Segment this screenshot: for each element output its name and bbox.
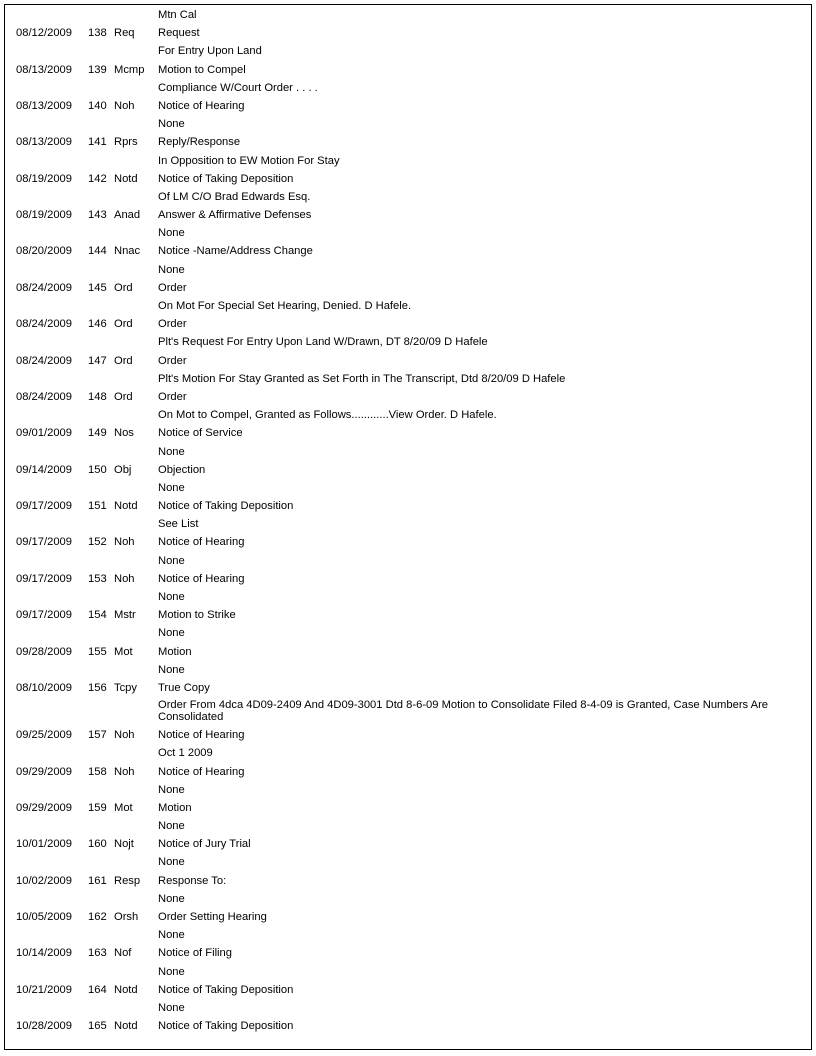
entry-description: None [158,1001,185,1014]
entry-number: 158 [88,765,107,778]
docket-entry [16,726,796,744]
entry-description: Plt's Request For Entry Upon Land W/Drawn, DT 8/20/09 D Hafele [158,336,488,349]
entry-number: 163 [88,947,107,960]
entry-description: None [158,627,185,640]
docket-entry [16,170,796,188]
entry-number: 142 [88,172,107,185]
entry-number: 144 [88,245,107,258]
entry-code: Ord [114,390,133,403]
entry-date: 09/28/2009 [16,645,72,658]
docket-entry [16,388,796,406]
entry-title: Notice of Hearing [158,729,245,742]
entry-title: Objection [158,463,206,476]
entry-title: Notice of Hearing [158,572,245,585]
entry-code: Notd [114,500,138,513]
entry-title: Notice of Taking Deposition [158,500,294,513]
docket-entry [16,799,796,817]
entry-title: Notice of Hearing [158,99,245,112]
entry-description: None [158,663,185,676]
entry-date: 08/13/2009 [16,99,72,112]
docket-list [16,6,796,1035]
entry-number: 152 [88,536,107,549]
entry-title: Order [158,354,187,367]
entry-date: 10/01/2009 [16,838,72,851]
docket-entry [16,835,796,853]
entry-title: Notice of Hearing [158,536,245,549]
entry-date: 08/24/2009 [16,390,72,403]
entry-description: None [158,892,185,905]
entry-date: 09/01/2009 [16,427,72,440]
entry-number: 154 [88,609,107,622]
entry-date: 08/13/2009 [16,63,72,76]
entry-description: None [158,118,185,131]
entry-number: 155 [88,645,107,658]
docket-entry [16,206,796,224]
entry-title: Order [158,281,187,294]
entry-title: Motion [158,801,192,814]
entry-code: Resp [114,874,141,887]
docket-entry [16,133,796,151]
docket-entries [16,24,796,1035]
entry-title: Motion [158,645,192,658]
entry-date: 09/14/2009 [16,463,72,476]
entry-title: Notice of Hearing [158,765,245,778]
entry-date: 09/29/2009 [16,765,72,778]
docket-entry [16,643,796,661]
entry-description: On Mot to Compel, Granted as Follows............View Order. D Hafele. [158,409,497,422]
entry-description: None [158,820,185,833]
docket-entry [16,497,796,515]
entry-description: Oct 1 2009 [158,747,213,760]
entry-code: Noh [114,99,135,112]
entry-title: Motion to Compel [158,63,246,76]
entry-code: Notd [114,1020,138,1033]
docket-entry [16,872,796,890]
entry-title: Notice -Name/Address Change [158,245,313,258]
entry-number: 149 [88,427,107,440]
docket-entry [16,61,796,79]
entry-code: Mcmp [114,63,145,76]
entry-date: 10/02/2009 [16,874,72,887]
entry-code: Rprs [114,136,138,149]
entry-code: Ord [114,318,133,331]
entry-date: 08/24/2009 [16,281,72,294]
docket-entry [16,24,796,42]
entry-title: Response To: [158,874,227,887]
entry-date: 08/10/2009 [16,681,72,694]
lead-line: Mtn Cal [158,9,197,21]
entry-title: Answer & Affirmative Defenses [158,209,312,222]
entry-description: Plt's Motion For Stay Granted as Set Forth in The Transcript, Dtd 8/20/09 D Hafele [158,372,566,385]
entry-date: 08/19/2009 [16,209,72,222]
entry-title: Order [158,390,187,403]
entry-description: None [158,445,185,458]
entry-number: 141 [88,136,107,149]
entry-number: 160 [88,838,107,851]
entry-code: Notd [114,983,138,996]
docket-entry [16,242,796,260]
docket-entry [16,97,796,115]
entry-number: 138 [88,27,107,40]
entry-code: Anad [114,209,141,222]
entry-date: 09/29/2009 [16,801,72,814]
entry-title: Notice of Service [158,427,243,440]
entry-date: 09/17/2009 [16,609,72,622]
docket-entry [16,424,796,442]
entry-code: Noh [114,572,135,585]
entry-number: 145 [88,281,107,294]
entry-code: Req [114,27,135,40]
entry-description: None [158,227,185,240]
entry-description: None [158,481,185,494]
entry-code: Mstr [114,609,136,622]
entry-code: Nnac [114,245,141,258]
entry-date: 10/28/2009 [16,1020,72,1033]
entry-code: Mot [114,645,133,658]
entry-description: See List [158,518,199,531]
entry-number: 161 [88,874,107,887]
entry-code: Obj [114,463,132,476]
docket-entry [16,679,796,697]
entry-code: Noh [114,765,135,778]
entry-description: None [158,929,185,942]
entry-number: 153 [88,572,107,585]
entry-description: Compliance W/Court Order . . . . [158,81,318,94]
entry-number: 157 [88,729,107,742]
entry-date: 09/17/2009 [16,500,72,513]
docket-entry [16,606,796,624]
entry-description: In Opposition to EW Motion For Stay [158,154,340,167]
entry-number: 156 [88,681,107,694]
entry-number: 148 [88,390,107,403]
entry-date: 10/05/2009 [16,911,72,923]
docket-entry [16,763,796,781]
entry-title: Notice of Filing [158,947,232,960]
entry-date: 08/19/2009 [16,172,72,185]
docket-entry [16,1017,796,1035]
docket-entry [16,352,796,370]
entry-title: Motion to Strike [158,609,236,622]
entry-title: Notice of Jury Trial [158,838,251,851]
docket-entry [16,981,796,999]
entry-number: 139 [88,63,107,76]
entry-number: 146 [88,318,107,331]
entry-code: Ord [114,354,133,367]
entry-date: 08/13/2009 [16,136,72,149]
entry-date: 08/12/2009 [16,27,72,40]
entry-code: Nos [114,427,134,440]
entry-description: None [158,965,185,978]
entry-date: 09/17/2009 [16,536,72,549]
entry-code: Tcpy [114,681,138,694]
docket-entry [16,279,796,297]
entry-title: True Copy [158,681,210,694]
entry-description: None [158,554,185,567]
entry-number: 159 [88,801,107,814]
entry-code: Nof [114,947,132,960]
entry-date: 08/20/2009 [16,245,72,258]
entry-title: Notice of Taking Deposition [158,983,294,996]
entry-description: None [158,263,185,276]
docket-entry [16,461,796,479]
entry-date: 08/24/2009 [16,318,72,331]
entry-number: 147 [88,354,107,367]
entry-date: 09/17/2009 [16,572,72,585]
entry-code: Notd [114,172,138,185]
entry-date: 10/14/2009 [16,947,72,960]
docket-entry [16,533,796,551]
entry-number: 164 [88,983,107,996]
entry-date: 10/21/2009 [16,983,72,996]
entry-code: Ord [114,281,133,294]
entry-title: Notice of Taking Deposition [158,1020,294,1033]
entry-number: 151 [88,500,107,513]
entry-code: Orsh [114,911,139,923]
entry-title: Order [158,318,187,331]
entry-description: None [158,783,185,796]
entry-number: 150 [88,463,107,476]
entry-description: For Entry Upon Land [158,45,262,58]
entry-description: On Mot For Special Set Hearing, Denied. D Hafele. [158,300,412,312]
entry-code: Noh [114,536,135,549]
docket-entry [16,908,796,926]
entry-description: Order From 4dca 4D09-2409 And 4D09-3001 Dtd 8-6-09 Motion to Consolidate Filed 8-4-09 is Granted, Case Numbers Are Consolidated [158,699,769,724]
docket-entry [16,315,796,333]
entry-description: None [158,591,185,603]
entry-number: 162 [88,911,107,923]
docket-entry [16,570,796,588]
entry-title: Order Setting Hearing [158,911,267,923]
entry-date: 08/24/2009 [16,354,72,367]
entry-title: Request [158,27,200,40]
entry-code: Mot [114,801,133,814]
entry-number: 165 [88,1020,107,1033]
entry-date: 09/25/2009 [16,729,72,742]
entry-description: Of LM C/O Brad Edwards Esq. [158,190,311,203]
docket-entry [16,944,796,962]
entry-description: None [158,856,185,869]
entry-title: Reply/Response [158,136,241,149]
entry-code: Nojt [114,838,134,851]
entry-number: 140 [88,99,107,112]
entry-number: 143 [88,209,107,222]
entry-code: Noh [114,729,135,742]
entry-title: Notice of Taking Deposition [158,172,294,185]
